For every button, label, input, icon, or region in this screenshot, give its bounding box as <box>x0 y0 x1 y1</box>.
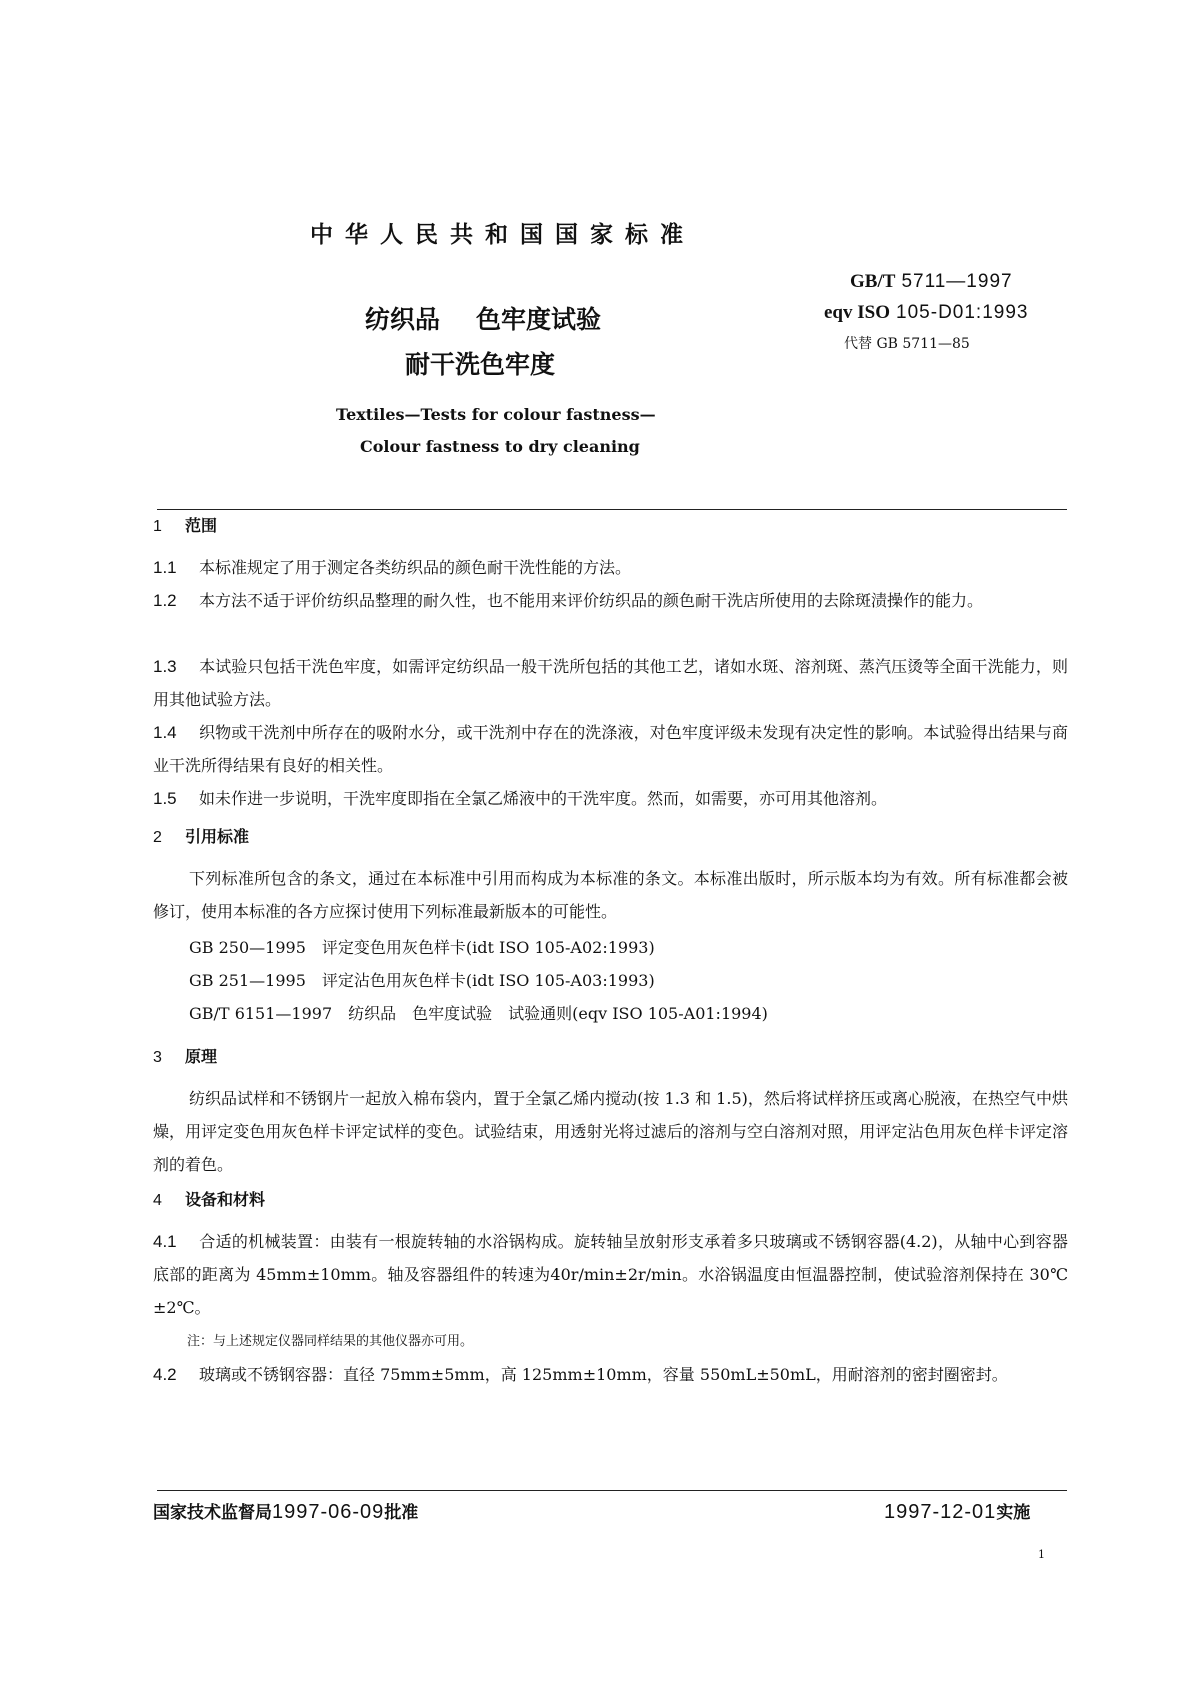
clause-4-1 <box>153 1225 1068 1324</box>
equivalent-standard <box>824 301 1028 324</box>
section-2-intro: 下列标准所包含的条文，通过在本标准中引用而构成为本标准的条文。本标准出版时，所示版本均为有效。所有标准都会被修订，使用本标准的各方应探讨使用下列标准最新版本的可能性。 <box>153 869 1068 921</box>
clause-4-2-number: 4.2 <box>153 1365 177 1384</box>
clause-1-4-number: 1.4 <box>153 723 177 742</box>
section-2-heading <box>153 824 249 847</box>
standard-number <box>850 270 1013 293</box>
clause-1-1-text: 本标准规定了用于测定各类纺织品的颜色耐干洗性能的方法。 <box>199 558 632 577</box>
clause-4-1-number: 4.1 <box>153 1232 177 1251</box>
approval-label: 批准 <box>384 1503 419 1523</box>
clause-1-4-text: 织物或干洗剂中所存在的吸附水分，或干洗剂中存在的洗涤液，对色牢度评级未发现有决定性的影响。本试验得出结果与商业干洗所得结果有良好的相关性。 <box>153 723 1068 775</box>
page-number: 1 <box>1038 1548 1045 1561</box>
section-1-number: 1 <box>153 518 162 535</box>
reference-item: GB 251—1995 评定沾色用灰色样卡(idt ISO 105-A03:1993) <box>189 971 655 990</box>
clause-1-2 <box>153 584 1068 617</box>
effective-label: 实施 <box>996 1503 1031 1523</box>
clause-4-2 <box>153 1358 1068 1391</box>
approver-name: 国家技术监督局 <box>153 1503 272 1523</box>
clause-1-1 <box>153 551 1068 584</box>
clause-1-3-text: 本试验只包括干洗色牢度，如需评定纺织品一般干洗所包括的其他工艺，诸如水斑、溶剂斑、蒸汽压烫等全面干洗能力，则用其他试验方法。 <box>153 657 1068 709</box>
title-cn-part-2: 色牢度试验 <box>476 305 602 334</box>
reference-item: GB 250—1995 评定变色用灰色样卡(idt ISO 105-A02:1993) <box>189 938 655 957</box>
section-1-title: 范围 <box>185 516 218 535</box>
clause-1-1-number: 1.1 <box>153 558 177 577</box>
standard-number-prefix: GB/T <box>850 271 896 292</box>
national-standard-title: 中华人民共和国国家标准 <box>310 222 695 248</box>
equivalent-standard-value: 105-D01:1993 <box>896 302 1029 323</box>
replaces-standard: 代替 GB 5711—85 <box>844 336 970 352</box>
section-1-heading <box>153 513 217 536</box>
section-4-number: 4 <box>153 1192 162 1209</box>
section-2-title: 引用标准 <box>185 827 250 846</box>
clause-1-3-number: 1.3 <box>153 657 177 676</box>
section-3-number: 3 <box>153 1049 162 1066</box>
footer-divider <box>157 1490 1067 1491</box>
section-3-heading <box>153 1044 217 1067</box>
clause-1-4 <box>153 716 1068 782</box>
approval-line <box>153 1498 418 1524</box>
clause-1-5 <box>153 782 1068 815</box>
reference-item: GB/T 6151—1997 纺织品 色牢度试验 试验通则(eqv ISO 105-A01:1994) <box>189 1004 768 1023</box>
clause-1-3 <box>153 650 1068 716</box>
header-divider <box>157 509 1067 510</box>
clause-1-2-text: 本方法不适于评价纺织品整理的耐久性，也不能用来评价纺织品的颜色耐干洗店所使用的去除斑渍操作的能力。 <box>199 591 984 610</box>
clause-1-5-number: 1.5 <box>153 789 177 808</box>
section-3-title: 原理 <box>185 1047 218 1066</box>
equivalent-standard-prefix: eqv ISO <box>824 302 890 323</box>
title-en-line-1: Textiles—Tests for colour fastness— <box>336 405 656 424</box>
title-cn-line-2: 耐干洗色牢度 <box>405 350 556 379</box>
effective-date: 1997-12-01 <box>884 1501 997 1523</box>
section-4-heading <box>153 1187 265 1210</box>
title-en-line-2: Colour fastness to dry cleaning <box>360 437 640 456</box>
section-2-number: 2 <box>153 829 162 846</box>
section-3-text: 纺织品试样和不锈钢片一起放入棉布袋内，置于全氯乙烯内搅动(按 1.3 和 1.5)，然后将试样挤压或离心脱液，在热空气中烘燥，用评定变色用灰色样卡评定试样的变色。试验结束，用透射光将过滤后的溶剂与空白溶剂对照，用评定沾色用灰色样卡评定溶剂的着色。 <box>153 1089 1068 1174</box>
title-cn-part-1: 纺织品 <box>365 305 441 334</box>
clause-1-2-number: 1.2 <box>153 591 177 610</box>
clause-4-1-text: 合适的机械装置：由装有一根旋转轴的水浴锅构成。旋转轴呈放射形支承着多只玻璃或不锈钢容器(4.2)，从轴中心到容器底部的距离为 45mm±10mm。轴及容器组件的转速为40r/min±2r/min。水浴锅温度由恒温器控制，使试验溶剂保持在 30℃±2℃。 <box>153 1232 1068 1317</box>
clause-4-1-note: 注：与上述规定仪器同样结果的其他仪器亦可用。 <box>187 1334 474 1349</box>
section-4-title: 设备和材料 <box>185 1190 266 1209</box>
clause-4-2-text: 玻璃或不锈钢容器：直径 75mm±5mm，高 125mm±10mm，容量 550mL±50mL，用耐溶剂的密封圈密封。 <box>199 1365 1008 1384</box>
standard-number-value: 5711—1997 <box>901 271 1013 292</box>
title-cn-line-1 <box>365 300 601 336</box>
approval-date: 1997-06-09 <box>272 1501 385 1523</box>
clause-1-5-text: 如未作进一步说明，干洗牢度即指在全氯乙烯液中的干洗牢度。然而，如需要，亦可用其他溶剂。 <box>199 789 888 808</box>
effective-line <box>884 1498 1030 1524</box>
